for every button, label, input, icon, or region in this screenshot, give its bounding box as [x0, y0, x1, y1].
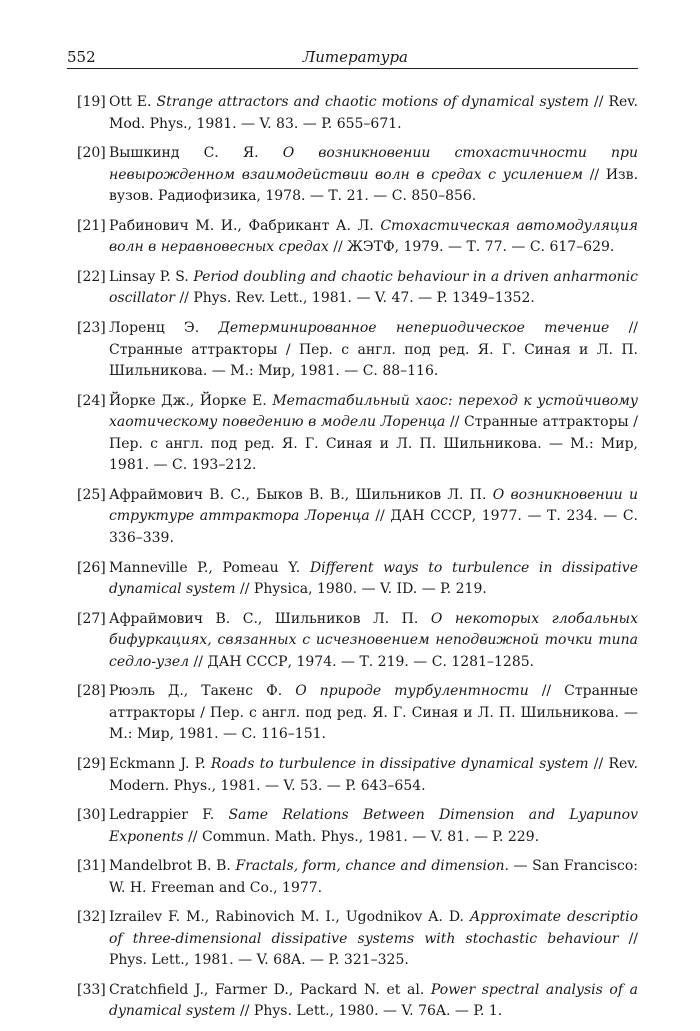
reference-number: [20] — [77, 145, 106, 162]
reference-source: // ЖЭТФ, 1979. — Т. 77. — С. 617–629. — [333, 239, 615, 256]
reference-source: // Commun. Math. Phys., 1981. — V. 81. — P. 229. — [188, 828, 540, 845]
page-header — [67, 46, 638, 69]
reference-number: [22] — [77, 268, 106, 285]
reference-authors: Афраймович В. С., Быков В. В., Шильников Л. П. — [109, 486, 487, 503]
reference-text — [109, 980, 638, 1023]
reference-authors: Ledrappier F. — [109, 807, 215, 824]
reference-source: // Physica, 1980. — V. ID. — P. 219. — [240, 581, 487, 598]
reference-source: // Странные аттракторы / Пер. с англ. под ред. Я. Г. Синая и Л. П. Шильникова. — М.: Мир, 1981. — С. 193–212. — [109, 414, 639, 474]
reference-text — [109, 907, 638, 972]
reference-authors: Manneville P., Pomeau Y. — [109, 559, 301, 576]
reference-title: О возникновении и структуре аттрактора Лоренца — [109, 486, 639, 525]
reference-authors: Вышкинд С. Я. — [109, 145, 259, 162]
reference-number: [19] — [77, 94, 106, 110]
reference-number: [25] — [77, 486, 106, 503]
reference-source: // Rev. Mod. Phys., 1981. — V. 83. — P. 655–671. — [109, 94, 638, 132]
reference-item — [77, 143, 638, 208]
reference-number: [31] — [77, 858, 106, 875]
reference-text — [109, 485, 638, 550]
reference-source: // Изв. вузов. Радиофизика, 1978. — Т. 21. — С. 850–856. — [109, 166, 639, 205]
reference-item — [77, 92, 638, 135]
reference-authors: Cratchfield J., Farmer D., Packard N. et al. — [109, 981, 425, 998]
reference-title: О природе турбулентности — [295, 683, 529, 700]
reference-authors: Linsay P. S. — [109, 268, 189, 285]
reference-item — [77, 609, 638, 674]
reference-text — [109, 805, 638, 848]
reference-text — [109, 267, 638, 310]
reference-source: // Phys. Lett., 1980. — V. 76A. — P. 1. — [240, 1003, 503, 1020]
reference-item — [77, 805, 638, 848]
reference-text — [109, 318, 638, 383]
reference-text — [109, 143, 638, 208]
reference-title: Roads to turbulence in dissipative dynamical system — [210, 755, 589, 772]
reference-title: Strange attractors and chaotic motions of dynamical system — [156, 94, 589, 110]
reference-text — [109, 754, 638, 797]
reference-number: [26] — [77, 559, 106, 576]
reference-title: О возникновении стохастичности при невырожденном взаимодействии волн в средах с усилением — [109, 145, 638, 183]
running-title: Литература — [302, 48, 408, 66]
reference-title: О некоторых глобальных бифуркациях, связанных с исчезновением неподвижной точки типа седло-узел — [109, 610, 638, 670]
reference-item — [77, 681, 638, 746]
reference-authors: Eckmann J. P. — [109, 755, 206, 772]
reference-number: [23] — [77, 319, 106, 336]
reference-number: [33] — [77, 981, 106, 998]
reference-item — [77, 216, 638, 259]
reference-authors: Izrailev F. M., Rabinovich M. I., Ugodnikov A. D. — [109, 909, 465, 926]
reference-item — [77, 318, 638, 383]
reference-title: Метастабильный хаос: переход к устойчивому хаотическому поведению в модели Лоренца — [109, 392, 639, 431]
reference-title: Стохастическая автомодуляция волн в неравновесных средах — [109, 217, 639, 256]
reference-text — [109, 391, 638, 477]
reference-authors: Йорке Дж., Йорке Е. — [109, 392, 267, 409]
reference-title: Approximate descriptio of three-dimensional dissipative systems with stochastic behaviour — [109, 909, 639, 947]
reference-item — [77, 856, 638, 899]
reference-title: Different ways to turbulence in dissipative dynamical system — [109, 559, 638, 598]
reference-item — [77, 558, 638, 601]
reference-source: // Phys. Lett., 1981. — V. 68A. — P. 321–325. — [109, 930, 639, 969]
reference-number: [30] — [77, 807, 106, 824]
reference-source: // Phys. Rev. Lett., 1981. — V. 47. — P. 1349–1352. — [179, 290, 535, 307]
reference-title: Same Relations Between Dimension and Lyapunov Exponents — [109, 807, 638, 845]
reference-item — [77, 754, 638, 797]
reference-number: [29] — [77, 755, 106, 772]
reference-source: // Rev. Modern. Phys., 1981. — V. 53. — P. 643–654. — [109, 755, 638, 794]
reference-item — [77, 980, 638, 1023]
reference-number: [27] — [77, 610, 106, 627]
reference-text — [109, 856, 638, 899]
reference-source: // ДАН СССР, 1974. — Т. 219. — С. 1281–1285. — [193, 653, 535, 670]
reference-authors: Ott E. — [109, 94, 152, 110]
reference-text — [109, 558, 638, 601]
reference-title: Fractals, form, chance and dimension. — [235, 858, 509, 875]
reference-number: [32] — [77, 909, 106, 926]
reference-text — [109, 92, 638, 135]
reference-text — [109, 681, 638, 746]
reference-item — [77, 267, 638, 310]
reference-item — [77, 391, 638, 477]
reference-authors: Рюэль Д., Такенс Ф. — [109, 683, 283, 700]
reference-list — [77, 92, 638, 1031]
page-number: 552 — [67, 48, 96, 66]
reference-title: Детерминированное непериодическое течение — [218, 319, 610, 336]
reference-authors: Mandelbrot B. B. — [109, 858, 231, 875]
reference-source: // ДАН СССР, 1977. — Т. 234. — С. 336–339. — [109, 508, 638, 547]
reference-authors: Афраймович В. С., Шильников Л. П. — [109, 610, 419, 627]
reference-authors: Рабинович М. И., Фабрикант А. Л. — [109, 217, 374, 234]
reference-text — [109, 609, 638, 674]
reference-title: Period doubling and chaotic behaviour in a driven anharmonic oscillator — [109, 268, 638, 307]
reference-title: Power spectral analysis of a dynamical system — [109, 981, 639, 1020]
reference-number: [21] — [77, 217, 106, 234]
reference-source: // Странные аттракторы / Пер. с англ. под ред. Я. Г. Синая и Л. П. Шильникова. — М.: Мир, 1981. — С. 116–151. — [109, 683, 639, 743]
reference-source: // Странные аттракторы / Пер. с англ. под ред. Я. Г. Синая и Л. П. Шильникова. — М.: Мир, 1981. — С. 88–116. — [109, 319, 639, 380]
reference-item — [77, 485, 638, 550]
reference-number: [24] — [77, 392, 106, 409]
reference-source: — San Francisco: W. H. Freeman and Co., 1977. — [109, 858, 638, 896]
reference-number: [28] — [77, 683, 106, 700]
reference-item — [77, 907, 638, 972]
reference-authors: Лоренц Э. — [109, 319, 200, 336]
reference-text — [109, 216, 638, 259]
